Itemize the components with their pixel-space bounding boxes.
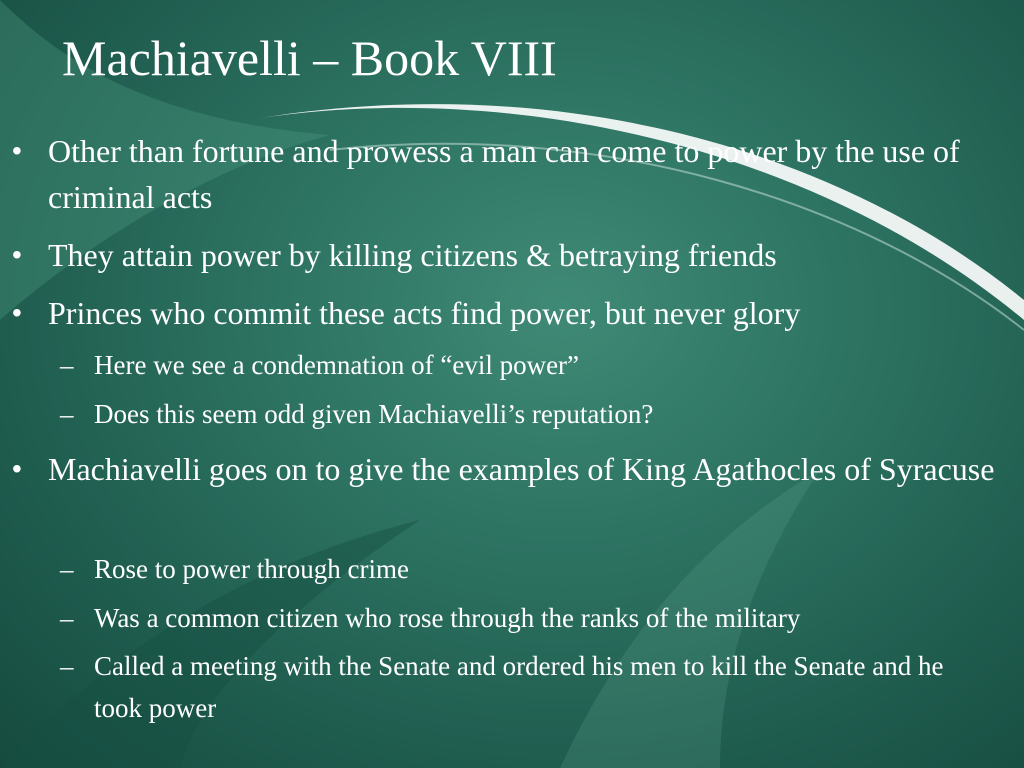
sub-bullet-text: Rose to power through crime [94,554,409,584]
slide-title: Machiavelli – Book VIII [62,30,557,86]
sub-bullet-text: Called a meeting with the Senate and ordered his men to kill the Senate and he took power [94,651,944,723]
sub-bullet-marker: – [60,603,74,633]
bullet-marker: • [12,135,22,166]
bullet-item [12,232,998,278]
sub-bullet-marker: – [60,350,74,380]
bullet-marker: • [12,453,22,484]
sub-bullet-text: Was a common citizen who rose through the ranks of the military [94,603,801,633]
sub-bullet-text: Does this seem odd given Machiavelli’s reputation? [94,399,654,429]
sub-bullet-marker: – [60,399,74,429]
sub-bullet-marker: – [60,554,74,584]
bullet-item [12,290,998,336]
sub-bullet-text: Here we see a condemnation of “evil power” [94,350,580,380]
bullet-item [12,128,998,220]
sub-bullet-item [60,645,994,729]
sub-bullet-item [60,393,994,435]
bullet-text: Other than fortune and prowess a man can come to power by the use of criminal acts [48,133,960,215]
sub-bullet-marker: – [60,651,74,681]
sub-bullet-item [60,597,994,639]
sub-bullet-item [60,344,994,386]
bullet-marker: • [12,297,22,328]
bullet-text: Princes who commit these acts find power, but never glory [48,295,801,331]
bullet-marker: • [12,239,22,270]
bullet-text: Machiavelli goes on to give the examples of King Agathocles of Syracuse [48,451,995,487]
bullet-item [12,446,998,492]
bullet-text: They attain power by killing citizens & betraying friends [48,237,777,273]
sub-bullet-item [60,548,994,590]
